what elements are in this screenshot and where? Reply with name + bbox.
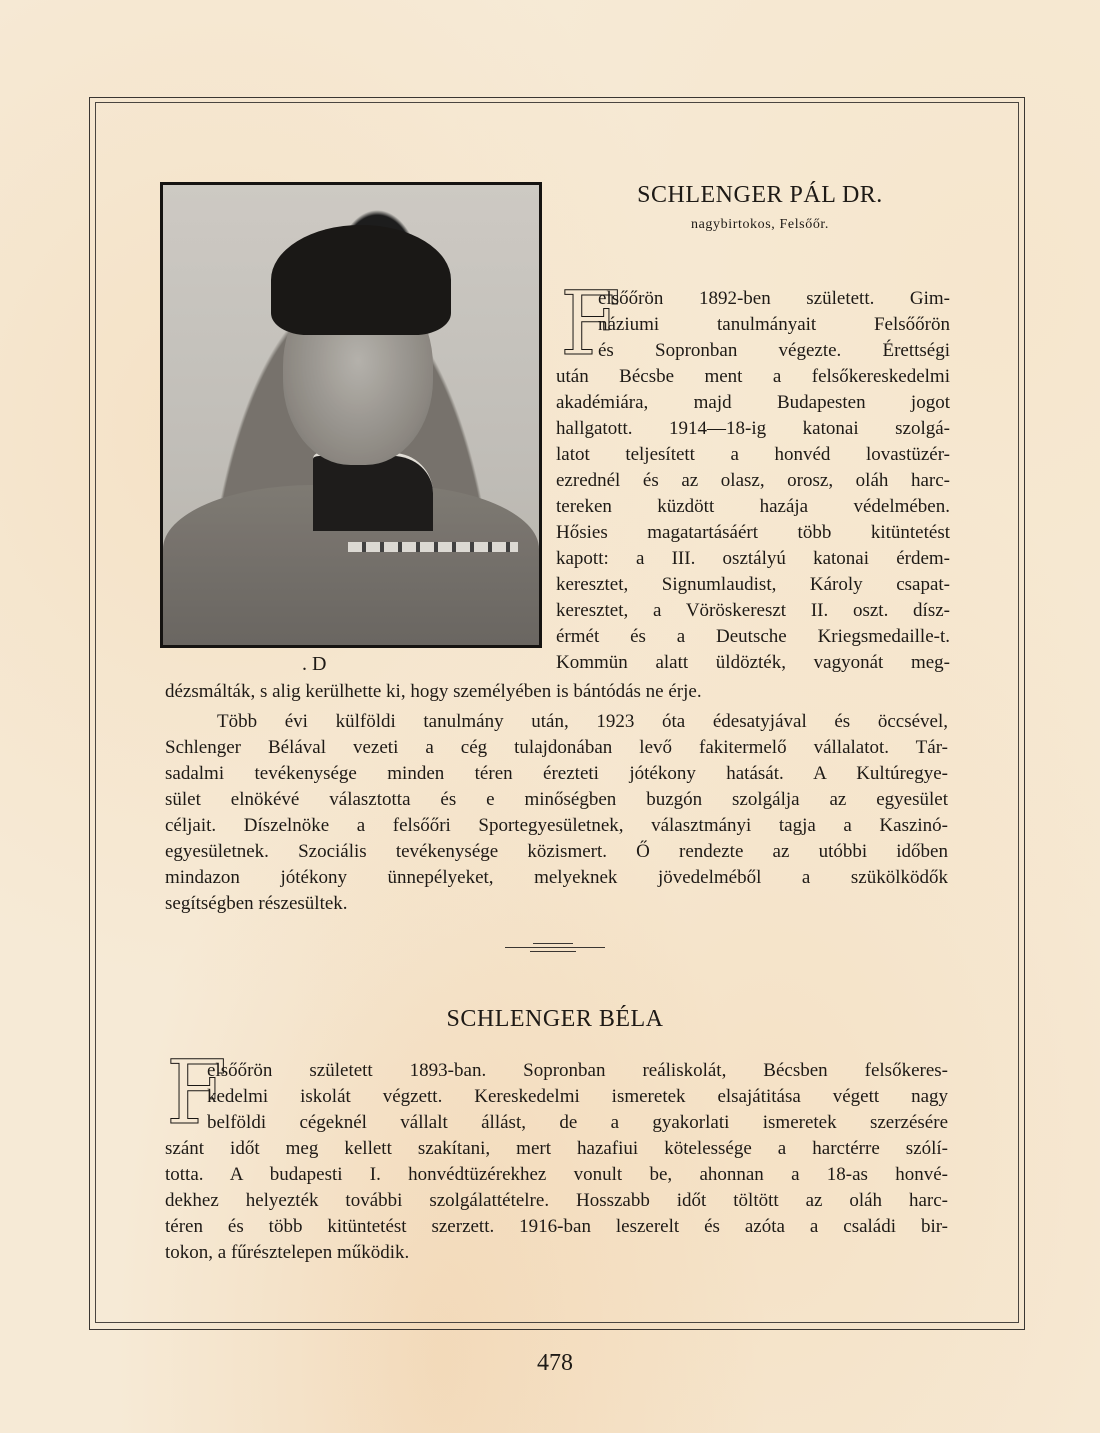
photo-collar: [313, 453, 433, 531]
text-line: tereken küzdött hazája védelmében.: [556, 496, 950, 517]
text-line: sadalmi tevékenysége minden téren érezteti jótékony hatását. A Kultúregye-: [165, 763, 948, 784]
text-line: kapott: a III. osztályú katonai érdem-: [556, 548, 950, 569]
section1-subtitle: nagybirtokos, Felsőőr.: [690, 217, 830, 232]
text-line: hallgatott. 1914—18-ig katonai szolgá-: [556, 418, 950, 439]
section2-paragraph: [165, 1058, 948, 1266]
section1-title: SCHLENGER PÁL DR.: [637, 182, 883, 208]
text-line: szánt időt meg kellett szakítani, mert hazafiui kötelessége a harctérre szólí-: [165, 1138, 948, 1159]
text-line: elsőőrön 1892-ben született. Gim-: [598, 288, 950, 309]
text-line: után Bécsbe ment a felsőkereskedelmi: [556, 366, 950, 387]
text-line: keresztet, Signumlaudist, Károly csapat-: [556, 574, 950, 595]
portrait-photo: [160, 182, 542, 648]
text-line: totta. A budapesti I. honvédtüzérekhez vonult be, ahonnan a 18-as honvé-: [165, 1164, 948, 1185]
text-line: Több évi külföldi tanulmány után, 1923 óta édesatyjával és öccsével,: [217, 711, 948, 732]
photo-hair: [271, 225, 451, 335]
text-line: egyesületnek. Szociális tevékenysége közismert. Ő rendezte az utóbbi időben: [165, 841, 948, 862]
section1-paragraph2: [165, 709, 948, 917]
text-line: Schlenger Bélával vezeti a cég tulajdonában levő fakitermelő vállalatot. Tár-: [165, 737, 948, 758]
section1-paragraph1-tail: [165, 679, 948, 705]
text-line: dézsmálták, s alig kerülhette ki, hogy személyében is bántódás ne érje.: [165, 681, 702, 702]
text-line: segítségben részesültek.: [165, 893, 348, 914]
section2-dropcap: F: [166, 1041, 228, 1144]
page-number: 478: [537, 1350, 573, 1376]
photo-medal-bar: [348, 542, 518, 552]
text-line: ezrednél és az olasz, orosz, oláh harc-: [556, 470, 950, 491]
section-divider: [505, 943, 605, 953]
text-line: náziumi tanulmányait Felsőőrön: [598, 314, 950, 335]
section1-right-column: [556, 272, 950, 676]
text-line: kedelmi iskolát végzett. Kereskedelmi ismeretek elsajátitása végett nagy: [207, 1086, 948, 1107]
text-line: téren és több kitüntetést szerzett. 1916-ban leszerelt és azóta a családi bir-: [165, 1216, 948, 1237]
text-line: elsőőrön született 1893-ban. Sopronban reáliskolát, Bécsben felsőkeres-: [207, 1060, 948, 1081]
text-line: Kommün alatt üldözték, vagyonát meg-: [556, 652, 950, 673]
text-line: céljait. Díszelnöke a felsőőri Sportegyesületnek, választmányi tagja a Kaszinó-: [165, 815, 948, 836]
text-line: keresztet, a Vöröskereszt II. oszt. dísz-: [556, 600, 950, 621]
text-line: érmét és a Deutsche Kriegsmedaille-t.: [556, 626, 950, 647]
text-line: latot teljesített a honvéd lovastüzér-: [556, 444, 950, 465]
section1-dropcap: F: [560, 272, 622, 375]
text-line: dekhez helyezték további szolgálattételre. Hosszabb időt töltött az oláh harc-: [165, 1190, 948, 1211]
text-line: és Sopronban végezte. Érettségi: [598, 340, 950, 361]
photo-caption: . D: [302, 653, 327, 675]
text-line: mindazon jótékony ünnepélyeket, melyeknek jövedelméből a szükölködők: [165, 867, 948, 888]
section2-title: SCHLENGER BÉLA: [446, 1006, 664, 1032]
text-line: akadémiára, majd Budapesten jogot: [556, 392, 950, 413]
text-line: tokon, a fűrésztelepen működik.: [165, 1242, 410, 1263]
text-line: Hősies magatartásáért több kitüntetést: [556, 522, 950, 543]
text-line: belföldi cégeknél vállalt állást, de a gyakorlati ismeretek szerzésére: [207, 1112, 948, 1133]
text-line: sület elnökévé választotta és e minőségben buzgón szolgálja az egyesület: [165, 789, 948, 810]
